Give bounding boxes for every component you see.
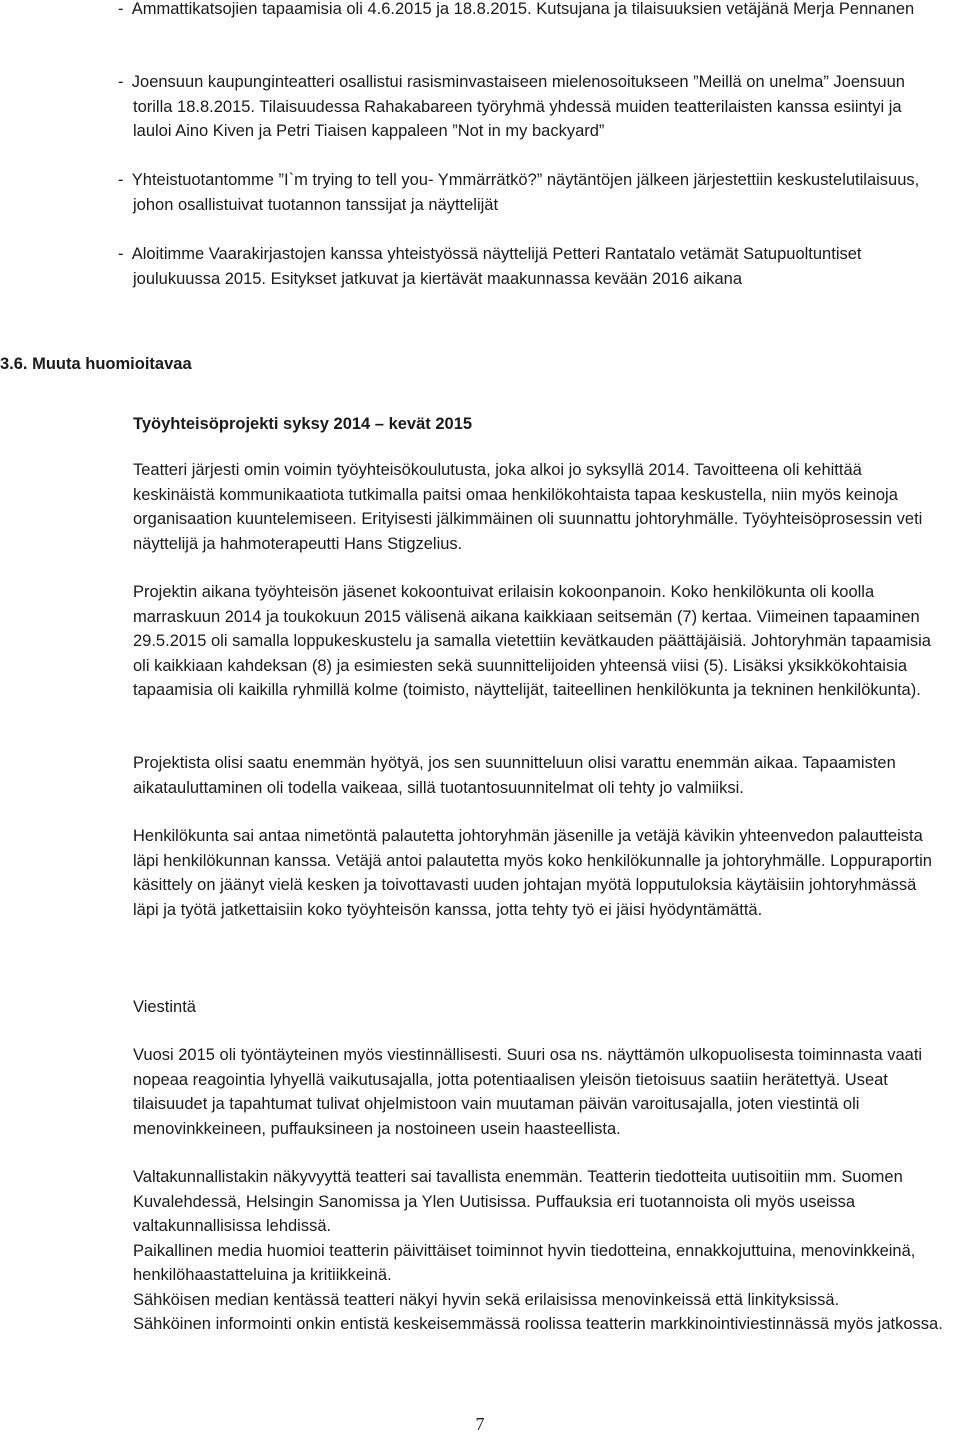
paragraph: [133, 1165, 943, 1337]
bullet-text: Aloitimme Vaarakirjastojen kanssa yhteistyössä näyttelijä Petteri Rantatalo vetämät Satupuoltuntiset joulukuussa 2015. Esitykset jatkuvat ja kiertävät maakunnassa kevään 2016 aikana: [131, 245, 862, 288]
bullet-dash: -: [118, 73, 124, 91]
paragraph-line: Valtakunnallistakin näkyvyyttä teatteri sai tavallista enemmän. Teatterin tiedotteita uutisoitiin mm. Suomen Kuvalehdessä, Helsingin Sanomissa ja Ylen Uutisissa. Puffauksia eri tuotannoista oli myös useissa valtakunnallisissa lehdissä.: [133, 1168, 903, 1235]
paragraph-line: Sähköinen informointi onkin entistä keskeisemmässä roolissa teatterin markkinointiviestinnässä myös jatkossa.: [133, 1315, 943, 1333]
paragraph-line: Sähköisen median kentässä teatteri näkyi hyvin sekä erilaisissa menovinkeissä että linkityksissä.: [133, 1290, 840, 1309]
project-subheading: Työyhteisöprojekti syksy 2014 – kevät 2015: [133, 415, 473, 433]
bullet-text: Ammattikatsojien tapaamisia oli 4.6.2015 ja 18.8.2015. Kutsujana ja tilaisuuksien vetäjänä Merja Pennanen: [131, 0, 915, 18]
bullet-text: Joensuun kaupunginteatteri osallistui rasisminvastaiseen mielenosoitukseen ”Meillä on unelma” Joensuun torilla 18.8.2015. Tilaisuudessa Rahakabareen työryhmä yhdessä muiden teatterilaisten kanssa esiintyi ja lauloi Aino Kiven ja Petri Tiaisen kappaleen ”Not in my backyard”: [131, 73, 905, 140]
section-heading: 3.6. Muuta huomioitavaa: [0, 355, 192, 373]
paragraph: Henkilökunta sai antaa nimetöntä palautetta johtoryhmän jäsenille ja vetäjä kävikin yhteenvedon palautteista läpi henkilökunnan kanssa. Vetäjä antoi palautetta myös koko henkilökunnalle ja johtoryhmälle. Loppuraportin käsittely on jäänyt vielä kesken ja toivottavasti uuden johtajan myötä lopputuloksia käytäisiin johtoryhmässä läpi ja työtä jatkettaisiin koko työyhteisön kanssa, jotta tehty työ ei jäisi hyödyntämättä.: [133, 827, 932, 919]
bullet-dash: -: [118, 245, 124, 263]
bullet-dash: -: [118, 0, 124, 18]
page-number: 7: [475, 1414, 485, 1434]
comms-heading: Viestintä: [133, 998, 196, 1016]
paragraph: Projektista olisi saatu enemmän hyötyä, jos sen suunnitteluun olisi varattu enemmän aikaa. Tapaamisten aikatauluttaminen oli todella vaikeaa, sillä tuotantosuunnitelmat oli tehty jo valmiiksi.: [133, 754, 896, 797]
bullet-text: Yhteistuotantomme ”I`m trying to tell you- Ymmärrätkö?” näytäntöjen jälkeen järjestettiin keskustelutilaisuus, johon osallistuivat tuotannon tanssijat ja näyttelijät: [131, 171, 920, 214]
paragraph: Vuosi 2015 oli työntäyteinen myös viestinnällisesti. Suuri osa ns. näyttämön ulkopuolisesta toiminnasta vaati nopeaa reagointia lyhyellä vaikutusajalla, jotta potentiaalisen yleisön tietoisuus saatiin herätettyä. Useat tilaisuudet ja tapahtumat tulivat ohjelmistoon vain muutaman päivän varoitusajalla, joten viestintä oli menovinkkeineen, puffauksineen ja nostoineen usein haasteellista.: [133, 1046, 923, 1138]
paragraph: Projektin aikana työyhteisön jäsenet kokoontuivat erilaisin kokoonpanoin. Koko henkilökunta oli koolla marraskuun 2014 ja toukokuun 2015 välisenä aikana kaikkiaan seitsemän (7) kertaa. Viimeinen tapaaminen 29.5.2015 oli samalla loppukeskustelu ja samalla vietettiin kevätkauden päättäjäisiä. Johtoryhmän tapaamisia oli kaikkiaan kahdeksan (8) ja esimiesten sekä suunnittelijoiden yhteensä viisi (5). Lisäksi yksikkökohtaisia tapaamisia oli kaikilla ryhmillä kolme (toimisto, näyttelijät, taiteellinen henkilökunta ja tekninen henkilökunta).: [133, 583, 931, 699]
paragraph-line: Paikallinen media huomioi teatterin päivittäiset toiminnot hyvin tiedotteina, ennakkojuttuina, menovinkkeinä, henkilöhaastatteluina ja kritiikkeinä.: [133, 1241, 916, 1284]
paragraph: Teatteri järjesti omin voimin työyhteisökoulutusta, joka alkoi jo syksyllä 2014. Tavoitteena oli kehittää keskinäistä kommunikaatiota tutkimalla paitsi omaa henkilökohtaista tapaa keskustella, niin myös keinoja organisaation kuuntelemiseen. Erityisesti jälkimmäinen oli suunnattu johtoryhmälle. Työyhteisöprosessin veti näyttelijä ja hahmoterapeutti Hans Stigzelius.: [133, 461, 923, 553]
bullet-dash: -: [118, 171, 124, 189]
